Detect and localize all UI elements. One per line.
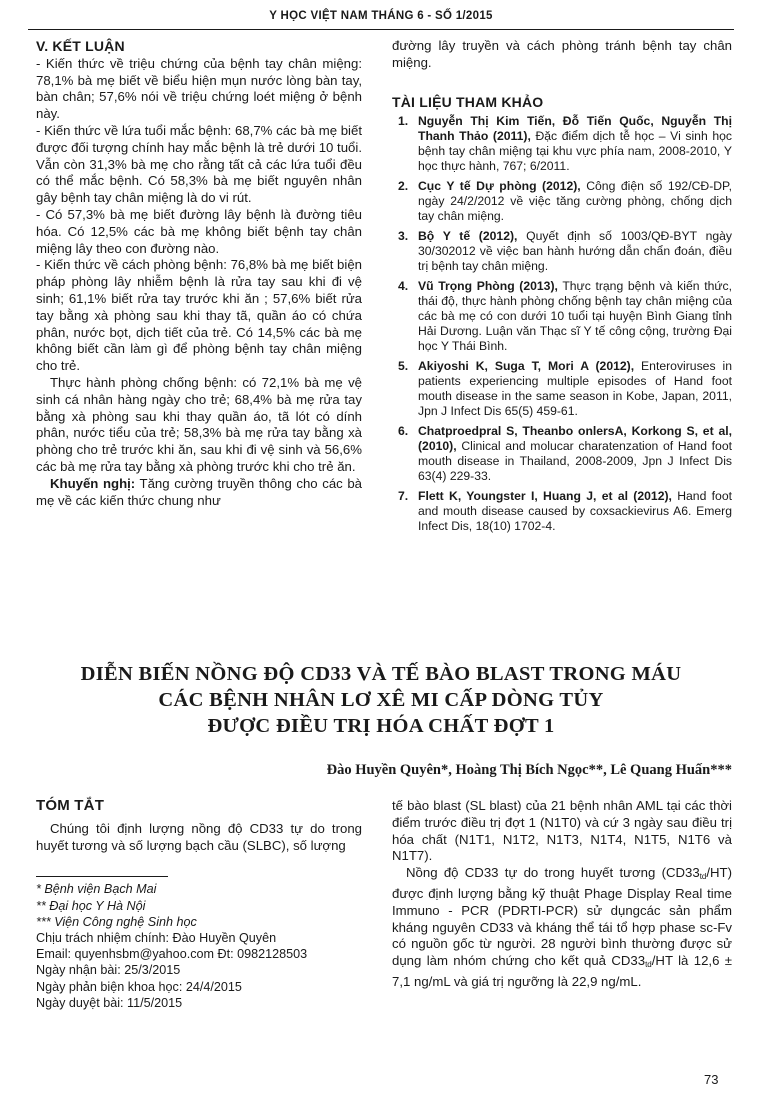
reference-authors: Cục Y tế Dự phòng (2012),	[418, 179, 581, 194]
reference-item	[392, 359, 732, 419]
conclusion-heading: V. KẾT LUẬN	[36, 38, 125, 54]
reference-number: 3.	[398, 229, 409, 244]
subscript: td	[645, 960, 652, 970]
review-date: Ngày phản biện khoa học: 24/4/2015	[36, 979, 242, 994]
article-authors: Đào Huyền Quyên*, Hoàng Thị Bích Ngọc**, Lê Quang Huấn***	[326, 762, 732, 778]
reference-body: Đặc điểm dịch tễ học – Vi sinh học bệnh tay chân miệng tại khu vực phía nam, 2008-2010, Y học thực hành, 767; 6/2011.	[418, 129, 733, 174]
affiliation-1: * Bệnh viện Bạch Mai	[36, 882, 157, 897]
conclusion-column	[36, 38, 362, 509]
reference-authors: Flett K, Youngster I, Huang J, et al (2012),	[418, 489, 672, 504]
reference-number: 7.	[398, 489, 409, 504]
reference-text	[418, 279, 732, 354]
recommendation-label: Khuyến nghị:	[50, 475, 136, 491]
conclusion-continuation: đường lây truyền và cách phòng tránh bệnh tay chân miệng.	[392, 38, 732, 70]
reference-text	[418, 114, 732, 174]
footnote-rule	[36, 876, 168, 877]
conclusion-paragraph-4: - Kiến thức về cách phòng bệnh: 76,8% bà mẹ biết biện pháp phòng lây nhiễm bệnh là rửa tay sau khi đi vệ sinh; 61,1% biết rửa tay trước khi ăn ; 57,6% biết rửa tay bằng xà phòng sau khi thay tã, quần áo có chứa phân, nước bọt, dịch tiết của trẻ. Có 14,5% các bà mẹ không biết cần làm gì để phòng bệnh tay chân miệng cho trẻ.	[36, 257, 362, 374]
article-title-line-3: ĐƯỢC ĐIỀU TRỊ HÓA CHẤT ĐỢT 1	[207, 715, 555, 737]
reference-text	[418, 179, 732, 224]
abstract-text: /HT) được định lượng bằng kỹ thuật Phage Display Real time Immuno - PCR (PDRTI-PCR) sử dụngcác sản phẩm kháng nguyên CD33 và kháng thể tái tổ hợp phase sc-Fv có nguồn gốc từ người. 28 người bình thường được sử dụng làm nhóm chứng cho kết quả CD33	[392, 865, 732, 969]
abstract-text: /HT là 12,6 ± 7,1 ng/mL và giá trị ngưỡng là 22,9 ng/mL.	[392, 953, 732, 989]
page-number: 73	[704, 1072, 719, 1087]
abstract-continuation-column	[392, 798, 732, 991]
journal-header: Y HỌC VIỆT NAM THÁNG 6 - SỐ 1/2015	[269, 10, 493, 22]
reference-body: Quyết định số 1003/QĐ-BYT ngày 30/302012 về việc ban hành hướng dẫn chẩn đoán, điều trị bệnh tay chân miệng.	[418, 229, 733, 274]
header-rule	[28, 29, 734, 30]
responsible-author: Chịu trách nhiệm chính: Đào Huyền Quyên	[36, 931, 277, 945]
references-column	[392, 38, 732, 539]
abstract-column	[36, 798, 362, 1011]
references-list	[392, 114, 732, 534]
reference-number: 6.	[398, 424, 409, 439]
reference-text	[418, 359, 732, 419]
reference-number: 4.	[398, 279, 409, 294]
reference-authors: Akiyoshi K, Suga T, Mori A (2012),	[418, 359, 635, 374]
reference-authors: Chatproedpral S, Theanbo onlersA, Korkong S, et al, (2010),	[418, 424, 732, 454]
conclusion-paragraph-2: - Kiến thức về lứa tuổi mắc bệnh: 68,7% các bà mẹ biết được đối tượng chính hay mắc bệnh là trẻ dưới 10 tuổi. Vẫn còn 31,3% bà mẹ cho rằng tất cả các lứa tuổi đều có thể mắc bệnh. Có 58,3% bà mẹ biết nguyên nhân gây bệnh tay chân miệng là do vi rút.	[36, 122, 362, 206]
affiliation-2: ** Đại học Y Hà Nội	[36, 898, 146, 913]
reference-authors: Vũ Trọng Phòng (2013),	[418, 279, 558, 294]
received-date: Ngày nhận bài: 25/3/2015	[36, 963, 181, 978]
recommendation-text: Tăng cường truyền thông cho các bà mẹ về các kiến thức chung như	[36, 475, 363, 508]
article-title	[60, 661, 702, 739]
reference-number: 5.	[398, 359, 409, 374]
reference-number: 1.	[398, 114, 409, 129]
reference-body: Clinical and molucar charatenzation of Hand foot mouth disease in Thailand, 2008-2009, Jpn J Infect Dis 63(4) 229-33.	[418, 439, 732, 484]
approval-date: Ngày duyệt bài: 11/5/2015	[36, 995, 183, 1010]
reference-item	[392, 279, 732, 354]
reference-number: 2.	[398, 179, 409, 194]
contact-email: Email: quyenhsbm@yahoo.com Đt: 0982128503	[36, 947, 308, 962]
article-title-line-1: DIỄN BIẾN NỒNG ĐỘ CD33 VÀ TẾ BÀO BLAST TRONG MÁU	[80, 663, 682, 685]
reference-authors: Nguyễn Thị Kim Tiến, Đỗ Tiến Quốc, Nguyễn Thị Thanh Thảo (2011),	[418, 114, 732, 144]
reference-text	[418, 229, 732, 274]
reference-item	[392, 114, 732, 174]
abstract-text: Nồng độ CD33 tự do trong huyết tương (CD33	[406, 865, 700, 881]
reference-body: Thực trạng bệnh và kiến thức, thái độ, thực hành phòng chống bệnh tay chân miệng của các bà mẹ có con dưới 10 tuổi tại huyện Bình Giang tỉnh Hải Dương. Luận văn Thạc sĩ Y tế công cộng, trường Đại học Y Thái Bình.	[418, 279, 732, 354]
reference-body: Công điện số 192/CĐ-DP, ngày 24/2/2012 về việc tăng cường phòng, chống dịch tay chân miệng.	[418, 179, 732, 224]
subscript: td	[699, 872, 707, 882]
abstract-heading: TÓM TẮT	[36, 797, 105, 814]
reference-item	[392, 179, 732, 224]
abstract-paragraph-2	[392, 865, 732, 991]
conclusion-paragraph-3: - Có 57,3% bà mẹ biết đường lây bệnh là đường tiêu hóa. Có 12,5% các bà mẹ không biết bệnh tay chân miệng lây theo con đường nào.	[36, 206, 362, 256]
abstract-paragraph-1-continuation: tế bào blast (SL blast) của 21 bệnh nhân AML tại các thời điểm trước điều trị đợt 1 (N1T0) và cứ 3 ngày sau điều trị hóa chất (N1T1, N1T2, N1T3, N1T4, N1T5, N1T6 và N1T7).	[392, 798, 732, 864]
article-title-line-2: CÁC BỆNH NHÂN LƠ XÊ MI CẤP DÒNG TỦY	[158, 689, 604, 711]
reference-text	[418, 489, 732, 534]
affiliation-3: *** Viện Công nghệ Sinh học	[36, 914, 197, 929]
reference-item	[392, 489, 732, 534]
reference-body: Enteroviruses in patients experiencing multiple episodes of Hand foot mouth disease in the same season in Kobe, Japan, 2011, Jpn J Infect Dis 65(5) 459-61.	[418, 359, 732, 419]
references-heading: TÀI LIỆU THAM KHẢO	[392, 93, 544, 110]
conclusion-paragraph-1: - Kiến thức về triệu chứng của bệnh tay chân miệng: 78,1% bà mẹ biết về biểu hiện mụn nước lòng bàn tay, bàn chân; 57,6% nói về triệu chứng loét miệng ở bệnh này.	[36, 55, 362, 122]
reference-text	[418, 424, 732, 484]
reference-body: Hand foot and mouth disease caused by coxsackievirus A6. Emerg Infect Dis, 18(10) 1702-4.	[418, 489, 732, 534]
reference-item	[392, 424, 732, 484]
reference-item	[392, 229, 732, 274]
reference-authors: Bộ Y tế (2012),	[418, 229, 518, 244]
conclusion-paragraph-5: Thực hành phòng chống bệnh: có 72,1% bà mẹ vệ sinh cá nhân hàng ngày cho trẻ; 68,4% bà mẹ rửa tay bằng xà phòng sau khi thay quần áo, tã lót có dính phân, nước tiểu của trẻ; 58,3% bà mẹ rửa tay bằng xà phòng cho trẻ trước khi ăn, sau khi đi vệ sinh và 56,6% các bà mẹ rửa tay bằng xà phòng trước khi cho trẻ ăn.	[36, 374, 362, 474]
recommendation-paragraph	[36, 476, 362, 510]
abstract-paragraph-1: Chúng tôi định lượng nồng độ CD33 tự do trong huyết tương và số lượng bạch cầu (SLBC), số lượng	[36, 820, 362, 853]
